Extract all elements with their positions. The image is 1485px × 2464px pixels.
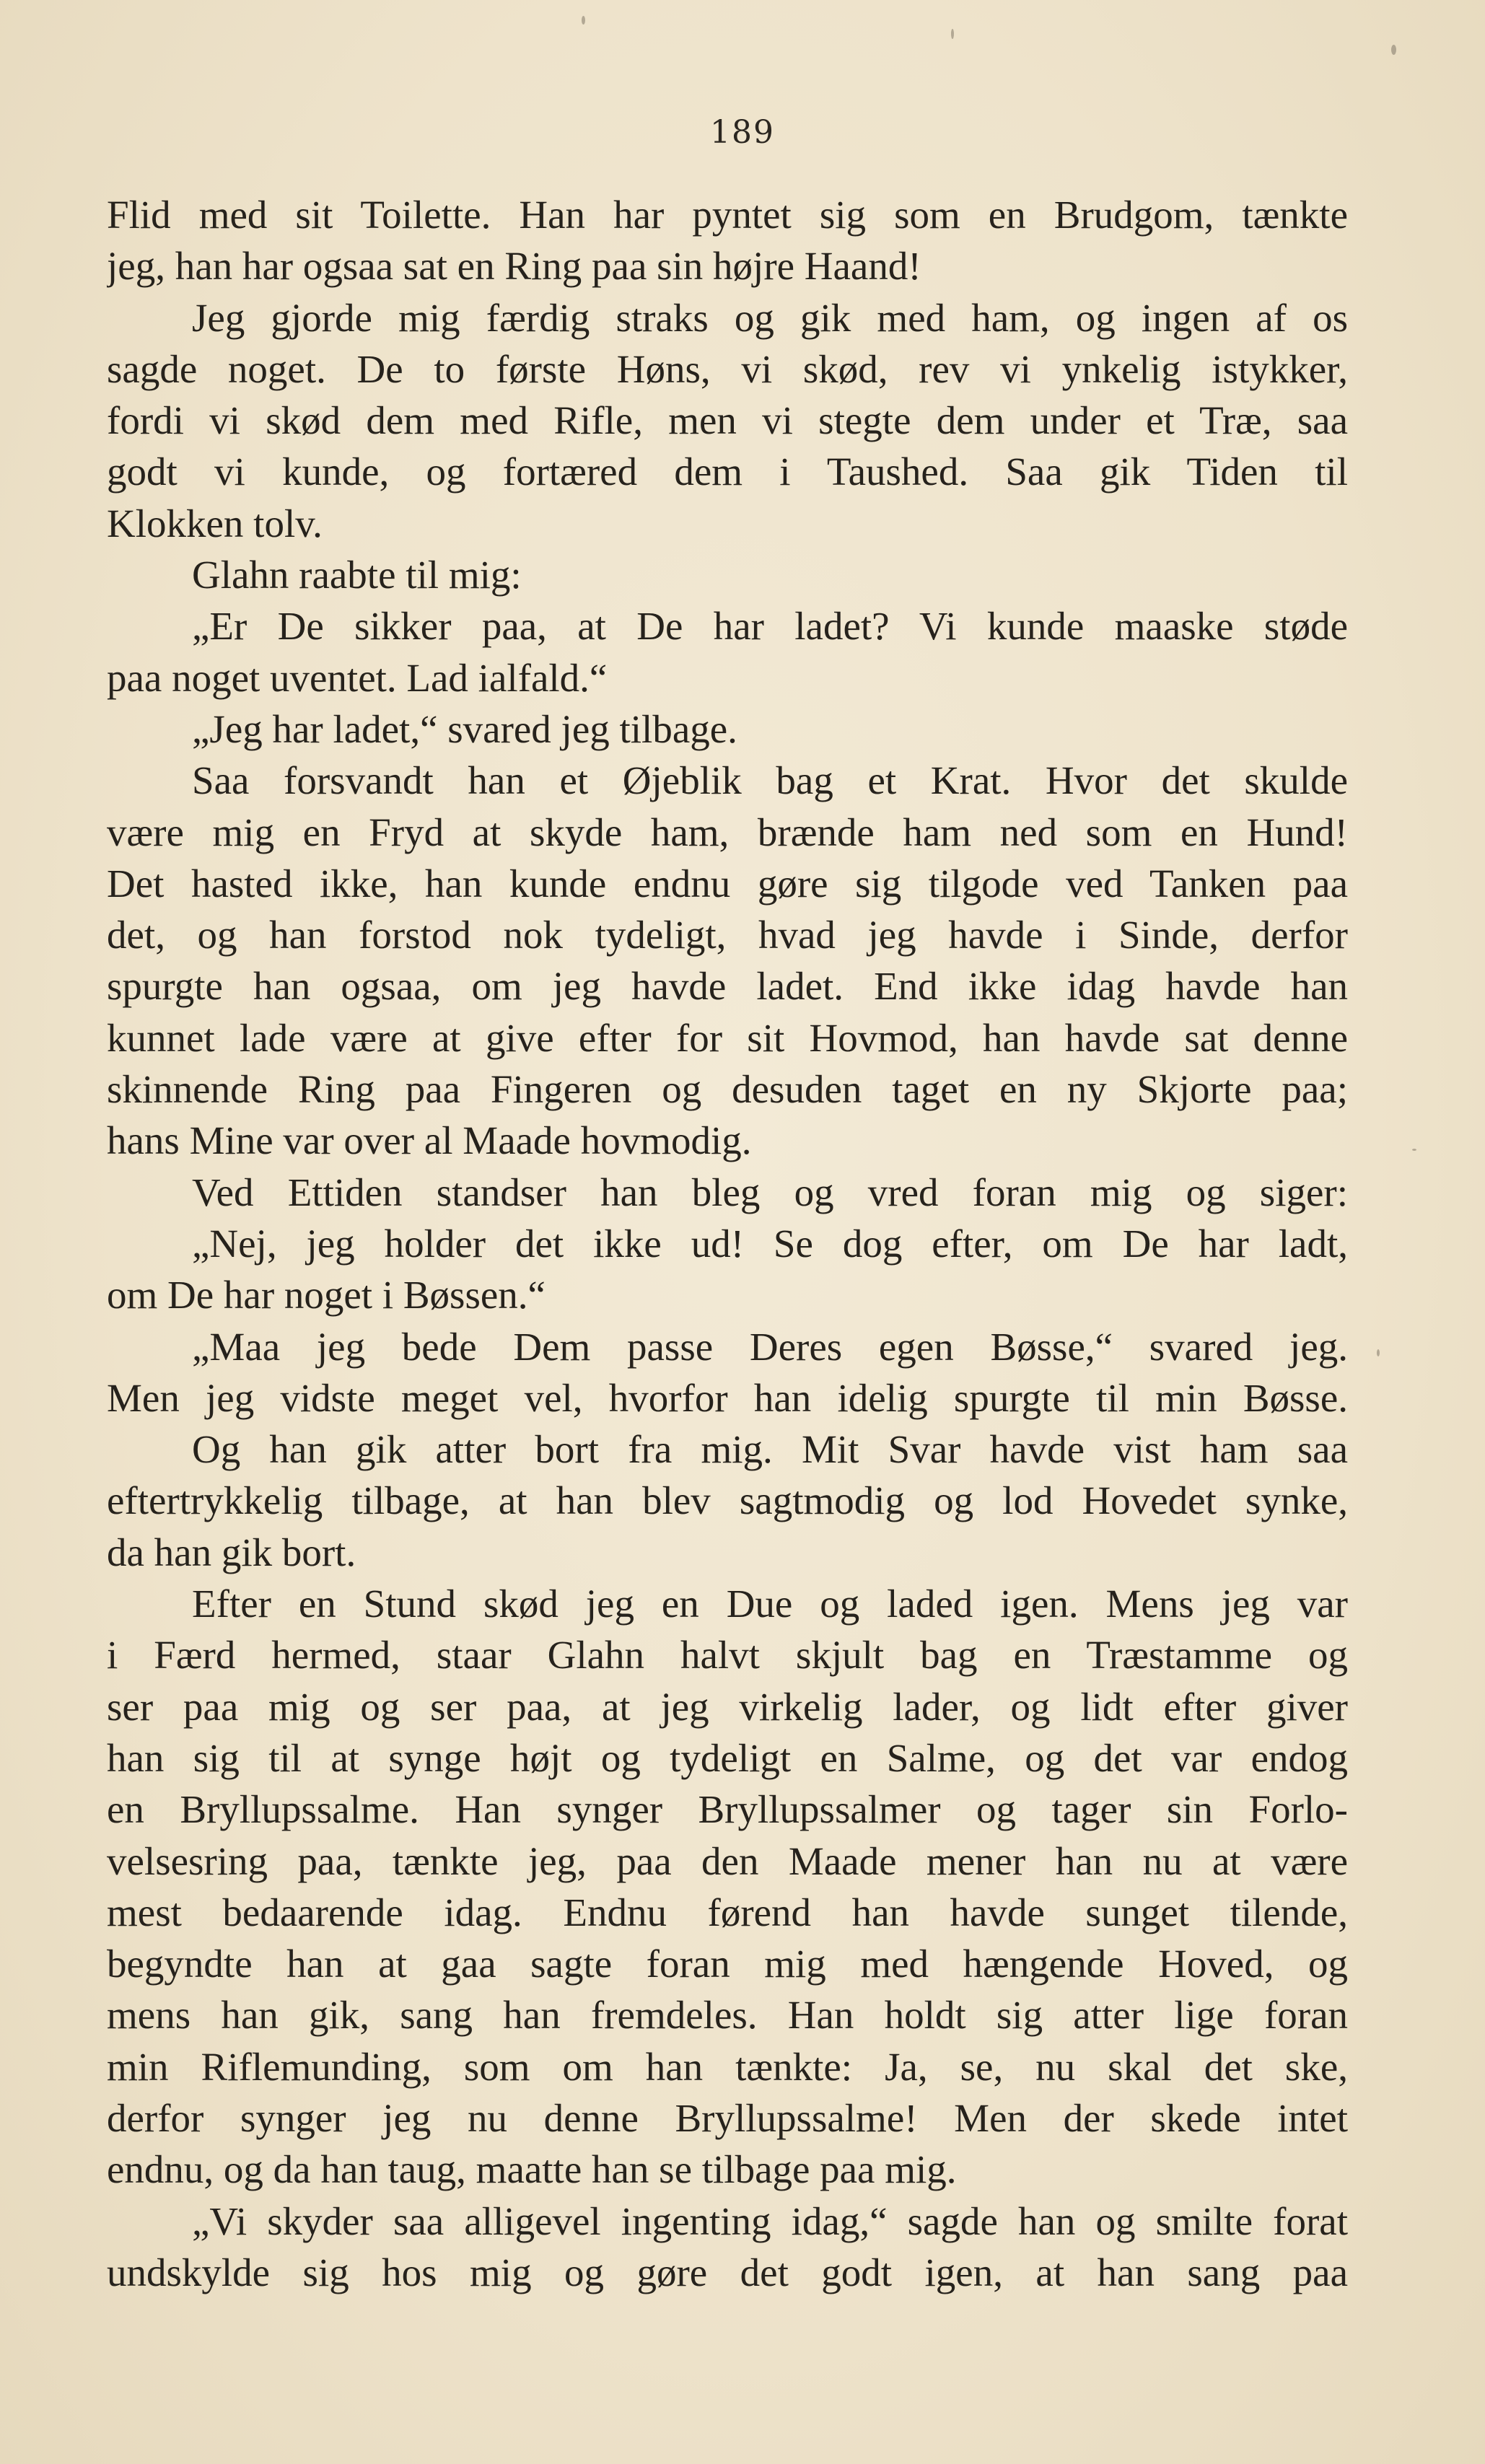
text-line: Flid med sit Toilette. Han har pyntet sig som en Brudgom, tænkte — [107, 193, 1348, 237]
print-speck — [582, 16, 585, 25]
text-line: Men jeg vidste meget vel, hvorfor han idelig spurgte til min Bøsse. — [107, 1375, 1348, 1420]
text-line: velsesring paa, tænkte jeg, paa den Maade mener han nu at være — [107, 1838, 1348, 1883]
text-line: Ved Ettiden standser han bleg og vred foran mig og siger: — [192, 1170, 1348, 1214]
text-line: ser paa mig og ser paa, at jeg virkelig lader, og lidt efter giver — [107, 1684, 1348, 1729]
text-line: min Riflemunding, som om han tænkte: Ja, se, nu skal det ske, — [107, 2044, 1348, 2089]
text-line: i Færd hermed, staar Glahn halvt skjult bag en Træstamme og — [107, 1633, 1348, 1678]
text-line: undskylde sig hos mig og gøre det godt igen, at han sang paa — [107, 2250, 1348, 2294]
text-line: Glahn raabte til mig: — [192, 553, 522, 597]
text-line: fordi vi skød dem med Rifle, men vi stegte dem under et Træ, saa — [107, 398, 1348, 443]
print-speck — [951, 29, 954, 39]
text-line: godt vi kunde, og fortæred dem i Taushed. Saa gik Tiden til — [107, 450, 1348, 494]
text-line: være mig en Fryd at skyde ham, brænde ham ned som en Hund! — [107, 810, 1348, 854]
page-number: 189 — [710, 114, 775, 151]
text-line: paa noget uventet. Lad ialfald.“ — [107, 655, 608, 700]
text-line: om De har noget i Bøssen.“ — [107, 1273, 546, 1318]
text-line: en Bryllupssalme. Han synger Bryllupssalmer og tager sin Forlo- — [107, 1787, 1348, 1832]
text-line: „Maa jeg bede Dem passe Deres egen Bøsse,“ svared jeg. — [192, 1324, 1348, 1369]
text-line: „Vi skyder saa alligevel ingenting idag,“ sagde han og smilte forat — [192, 2198, 1348, 2243]
text-line: jeg, han har ogsaa sat en Ring paa sin højre Haand! — [107, 244, 921, 289]
text-line: hans Mine var over al Maade hovmodig. — [107, 1118, 752, 1163]
text-line: Det hasted ikke, han kunde endnu gøre sig tilgode ved Tanken paa — [107, 861, 1348, 906]
body-text — [107, 189, 1348, 2298]
text-line: mest bedaarende idag. Endnu førend han havde sunget tilende, — [107, 1890, 1348, 1934]
text-line: Efter en Stund skød jeg en Due og laded igen. Mens jeg var — [192, 1582, 1348, 1626]
text-line: spurgte han ogsaa, om jeg havde ladet. End ikke idag havde han — [107, 964, 1348, 1009]
text-line: „Jeg har ladet,“ svared jeg tilbage. — [192, 706, 737, 751]
text-line: Og han gik atter bort fra mig. Mit Svar havde vist ham saa — [192, 1427, 1348, 1472]
text-line: derfor synger jeg nu denne Bryllupssalme! Men der skede intet — [107, 2095, 1348, 2140]
text-line: han sig til at synge højt og tydeligt en Salme, og det var endog — [107, 1735, 1348, 1780]
text-line: Jeg gjorde mig færdig straks og gik med ham, og ingen af os — [192, 295, 1348, 340]
text-line: skinnende Ring paa Fingeren og desuden taget en ny Skjorte paa; — [107, 1067, 1348, 1112]
text-line: endnu, og da han taug, maatte han se tilbage paa mig. — [107, 2147, 957, 2192]
text-line: mens han gik, sang han fremdeles. Han holdt sig atter lige foran — [107, 1993, 1348, 2038]
print-speck — [1377, 1349, 1380, 1356]
text-line: kunnet lade være at give efter for sit Hovmod, han havde sat denne — [107, 1015, 1348, 1060]
text-line: eftertrykkelig tilbage, at han blev sagtmodig og lod Hovedet synke, — [107, 1478, 1348, 1523]
text-line: Saa forsvandt han et Øjeblik bag et Krat. Hvor det skulde — [192, 758, 1348, 803]
text-line: sagde noget. De to første Høns, vi skød, rev vi ynkelig istykker, — [107, 346, 1348, 391]
text-line: „Er De sikker paa, at De har ladet? Vi kunde maaske støde — [192, 604, 1348, 649]
print-speck — [1412, 1149, 1416, 1151]
text-line: da han gik bort. — [107, 1530, 356, 1574]
text-line: „Nej, jeg holder det ikke ud! Se dog efter, om De har ladt, — [192, 1221, 1348, 1266]
text-line: det, og han forstod nok tydeligt, hvad jeg havde i Sinde, derfor — [107, 913, 1348, 957]
print-speck — [1391, 45, 1396, 55]
text-line: Klokken tolv. — [107, 501, 323, 545]
text-line: begyndte han at gaa sagte foran mig med hængende Hoved, og — [107, 1942, 1348, 1986]
